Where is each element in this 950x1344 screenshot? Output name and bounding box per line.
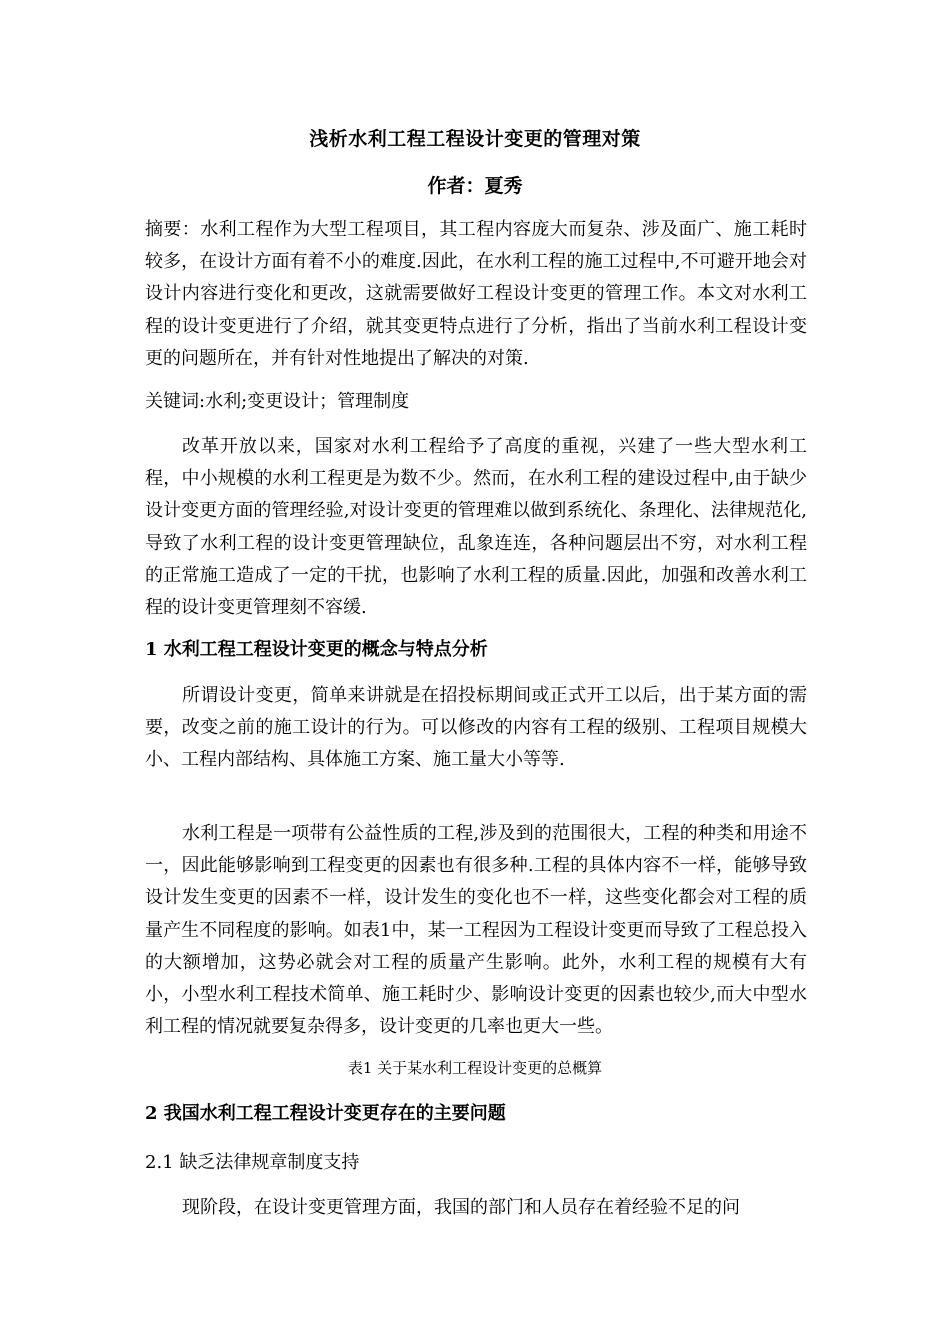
section-1-paragraph-1: 所谓设计变更，简单来讲就是在招投标期间或正式开工以后，出于某方面的需要，改变之前的施工设计的行为。可以修改的内容有工程的级别、工程项目规模大小、工程内部结构、具体施工方案、施工量大小等等.	[145, 685, 807, 771]
document-author: 作者：夏秀	[427, 175, 523, 197]
keywords-line: 关键词:水利;变更设计；管理制度	[145, 391, 410, 412]
intro-paragraph: 改革开放以来，国家对水利工程给予了高度的重视，兴建了一些大型水利工程，中小规模的水利工程更是为数不少。然而，在水利工程的建设过程中,由于缺少设计变更方面的管理经验,对设计变更的管理难以做到系统化、条理化、法律规范化,导致了水利工程的设计变更管理缺位，乱象连连，各种问题层出不穷，对水利工程的正常施工造成了一定的干扰，也影响了水利工程的质量.因此，加强和改善水利工程的设计变更管理刻不容缓.	[145, 436, 807, 619]
section-1-heading: 1 水利工程工程设计变更的概念与特点分析	[145, 639, 488, 660]
section-2-1-paragraph: 现阶段，在设计变更管理方面，我国的部门和人员存在着经验不足的问	[182, 1197, 740, 1218]
section-2-1-heading: 2.1 缺乏法律规章制度支持	[145, 1152, 360, 1173]
section-2-heading: 2 我国水利工程工程设计变更存在的主要问题	[145, 1103, 506, 1124]
section-1-paragraph-2: 水利工程是一项带有公益性质的工程,涉及到的范围很大，工程的种类和用途不一，因此能够影响到工程变更的因素也有很多种.工程的具体内容不一样，能够导致设计发生变更的因素不一样，设计发生的变化也不一样，这些变化都会对工程的质量产生不同程度的影响。如表1中，某一工程因为工程设计变更而导致了工程总投入的大额增加，这势必就会对工程的质量产生影响。此外，水利工程的规模有大有小，小型水利工程技术简单、施工耗时少、影响设计变更的因素也较少,而大中型水利工程的情况就要复杂得多，设计变更的几率也更大一些。	[145, 823, 807, 1038]
document-title: 浅析水利工程工程设计变更的管理对策	[309, 128, 641, 150]
abstract-paragraph: 摘要：水利工程作为大型工程项目，其工程内容庞大而复杂、涉及面广、施工耗时较多，在设计方面有着不小的难度.因此，在水利工程的施工过程中,不可避开地会对设计内容进行变化和更改，这就需要做好工程设计变更的管理工作。本文对水利工程的设计变更进行了介绍，就其变更特点进行了分析，指出了当前水利工程设计变更的问题所在，并有针对性地提出了解决的对策.	[145, 219, 807, 369]
table-1-caption: 表1 关于某水利工程设计变更的总概算	[347, 1059, 603, 1077]
